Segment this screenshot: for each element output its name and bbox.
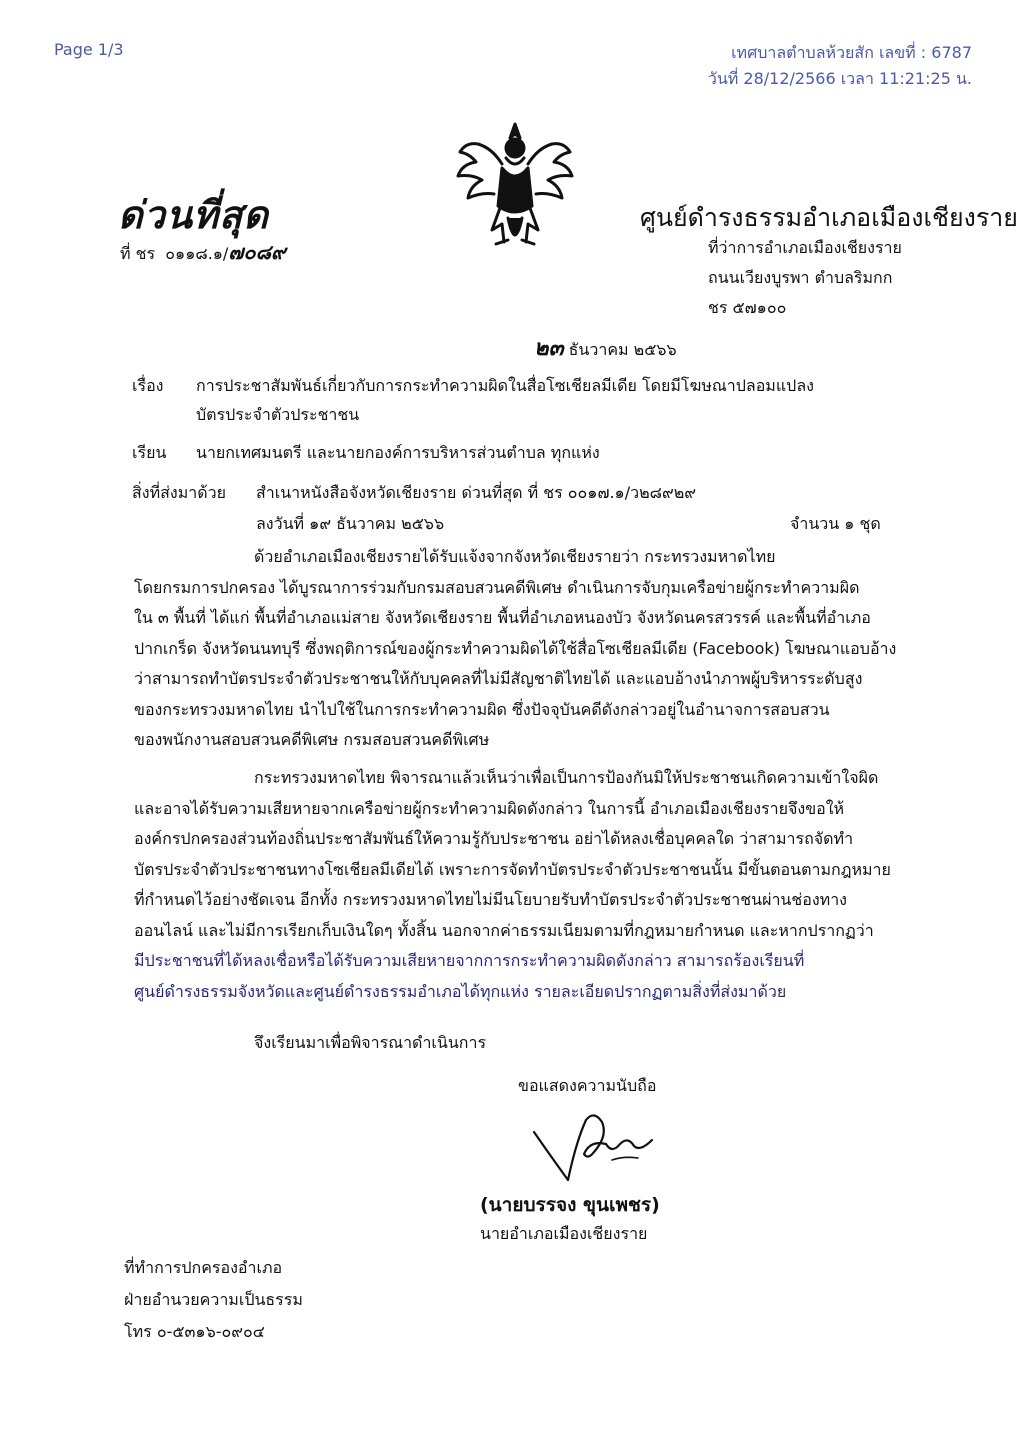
address-line: ชร ๕๗๑๐๐ <box>708 298 787 317</box>
received-stamp-datetime: วันที่ 28/12/2566 เวลา 11:21:25 น. <box>707 69 972 88</box>
garuda-emblem-icon <box>452 118 578 258</box>
body-paragraph-2 <box>134 763 930 1007</box>
paragraph-line: ปากเกร็ด จังหวัดนนทบุรี ซึ่งพฤติการณ์ของผู้กระทำความผิดได้ใช้สื่อโซเชียลมีเดีย (Facebook) โฆษณาแอบอ้าง <box>134 638 897 658</box>
enclosure-text: สำเนาหนังสือจังหวัดเชียงราย ด่วนที่สุด ที่ ชร ๐๐๑๗.๑/ว๒๘๙๒๙ <box>256 483 696 502</box>
enclosure-quantity: จำนวน ๑ ชุด <box>790 514 881 533</box>
subject-text: บัตรประจำตัวประชาชน <box>196 405 360 424</box>
received-stamp-number: เทศบาลตำบลห้วยสัก เลขที่ : 6787 <box>731 43 972 62</box>
signer-name: (นายบรรจง ขุนเพชร) <box>480 1194 660 1216</box>
paragraph-line: มีประชาชนที่ได้หลงเชื่อหรือได้รับความเสียหายจากการกระทำความผิดดังกล่าว สามารถร้องเรียนที่ <box>134 951 805 970</box>
received-stamp <box>708 40 972 92</box>
paragraph-line: ศูนย์ดำรงธรรมจังหวัดและศูนย์ดำรงธรรมอำเภอได้ทุกแห่ง รายละเอียดปรากฏตามสิ่งที่ส่งมาด้วย <box>134 981 787 1001</box>
reference-handwritten: ๗๐๘๙ <box>228 240 286 264</box>
page-label: Page 1/3 <box>54 40 124 59</box>
reference-prefix: ที่ ชร <box>120 244 156 263</box>
office-name: ศูนย์ดำรงธรรมอำเภอเมืองเชียงราย <box>640 203 1018 232</box>
paragraph-line: ของพนักงานสอบสวนคดีพิเศษ กรมสอบสวนคดีพิเศษ <box>134 730 490 749</box>
paragraph-line: ที่กำหนดไว้อย่างชัดเจน อีกทั้ง กระทรวงมหาดไทยไม่มีนโยบายรับทำบัตรประจำตัวประชาชนผ่านช่องทาง <box>134 890 847 909</box>
paragraph-line: กระทรวงมหาดไทย พิจารณาแล้วเห็นว่าเพื่อเป็นการป้องกันมิให้ประชาชนเกิดความเข้าใจผิด <box>254 768 879 787</box>
signature-icon <box>528 1102 658 1186</box>
subject-label: เรื่อง <box>132 376 164 395</box>
paragraph-line: องค์กรปกครองส่วนท้องถิ่นประชาสัมพันธ์ให้ความรู้กับประชาชน อย่าได้หลงเชื่อบุคคลใด ว่าสามารถจัดทำ <box>134 829 854 848</box>
recipient-text: นายกเทศมนตรี และนายกองค์การบริหารส่วนตำบล ทุกแห่ง <box>196 443 600 462</box>
reference-code: ๐๑๑๘.๑/ <box>165 244 229 263</box>
paragraph-line: ออนไลน์ และไม่มีการเรียกเก็บเงินใดๆ ทั้งสิ้น นอกจากค่าธรรมเนียมตามที่กฎหมายกำหนด และหากปรากฏว่า <box>134 920 874 940</box>
letter-date <box>534 330 677 365</box>
closing-salutation: ขอแสดงความนับถือ <box>518 1076 657 1095</box>
date-text: ธันวาคม ๒๕๖๖ <box>568 340 677 359</box>
paragraph-line: ด้วยอำเภอเมืองเชียงรายได้รับแจ้งจากจังหวัดเชียงรายว่า กระทรวงมหาดไทย <box>254 547 776 566</box>
urgency-stamp: ด่วนที่สุด <box>118 193 269 237</box>
paragraph-line: ของกระทรวงมหาดไทย นำไปใช้ในการกระทำความผิด ซึ่งปัจจุบันคดีดังกล่าวอยู่ในอำนาจการสอบสวน <box>134 699 830 719</box>
closing-request: จึงเรียนมาเพื่อพิจารณาดำเนินการ <box>254 1033 487 1052</box>
address-line: ถนนเวียงบูรพา ตำบลริมกก <box>708 268 893 287</box>
paragraph-line: และอาจได้รับความเสียหายจากเครือข่ายผู้กระทำความผิดดังกล่าว ในการนี้ อำเภอเมืองเชียงรายจึงขอให้ <box>134 798 845 818</box>
department-name: ที่ทำการปกครองอำเภอ <box>124 1258 283 1277</box>
paragraph-line: ว่าสามารถทำบัตรประจำตัวประชาชนให้กับบุคคลที่ไม่มีสัญชาติไทยได้ และแอบอ้างนำภาพผู้บริหารระดับสูง <box>134 669 863 688</box>
address-line: ที่ว่าการอำเภอเมืองเชียงราย <box>708 238 902 257</box>
body-paragraph-1 <box>134 542 930 756</box>
reference-number <box>120 236 286 268</box>
paragraph-line: โดยกรมการปกครอง ได้บูรณาการร่วมกับกรมสอบสวนคดีพิเศษ ดำเนินการจับกุมเครือข่ายผู้กระทำความผิด <box>134 577 860 597</box>
enclosure-date: ลงวันที่ ๑๙ ธันวาคม ๒๕๖๖ <box>256 514 445 533</box>
contact-phone: โทร ๐-๕๓๑๖-๐๙๐๔ <box>124 1322 265 1341</box>
signer-title: นายอำเภอเมืองเชียงราย <box>480 1224 648 1243</box>
department-section: ฝ่ายอำนวยความเป็นธรรม <box>124 1290 303 1309</box>
date-handwritten: ๒๓ <box>534 336 564 361</box>
paragraph-line: บัตรประจำตัวประชาชนทางโซเชียลมีเดียได้ เพราะการจัดทำบัตรประจำตัวประชาชนนั้น มีขั้นตอนตามกฎหมาย <box>134 859 891 879</box>
subject-text: การประชาสัมพันธ์เกี่ยวกับการกระทำความผิดในสื่อโซเชียลมีเดีย โดยมีโฆษณาปลอมแปลง <box>196 376 814 395</box>
recipient-label: เรียน <box>132 443 167 462</box>
paragraph-line: ใน ๓ พื้นที่ ได้แก่ พื้นที่อำเภอแม่สาย จังหวัดเชียงราย พื้นที่อำเภอหนองบัว จังหวัดนครสวรรค์ และพื้นที่อำเภอ <box>134 608 871 627</box>
enclosure-label: สิ่งที่ส่งมาด้วย <box>132 483 226 502</box>
